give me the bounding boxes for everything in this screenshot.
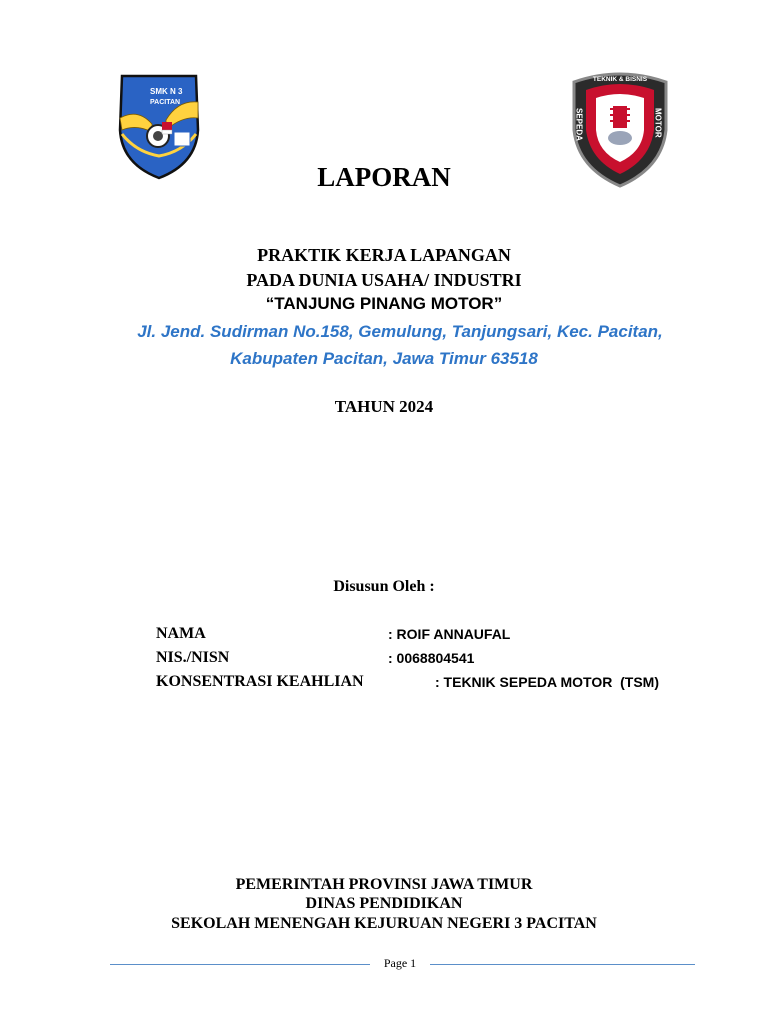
compiled-by-label: Disusun Oleh :	[333, 578, 435, 595]
subtitle-line-2: PADA DUNIA USAHA/ INDUSTRI	[246, 270, 522, 290]
footer-line-1: PEMERINTAH PROVINSI JAWA TIMUR	[235, 876, 533, 893]
nis-label: NIS./NISN	[156, 649, 230, 666]
logo-right-arc-text: TEKNIK & BISNIS	[592, 76, 648, 83]
footer-rule-right	[430, 964, 695, 965]
footer-rule-left	[110, 964, 370, 965]
footer-line-2: DINAS PENDIDIKAN	[305, 895, 463, 912]
logo-left-text-top: SMK N 3	[150, 87, 183, 96]
concentration-value: : TEKNIK SEPEDA MOTOR (TSM)	[435, 674, 659, 690]
logo-right-right-word: MOTOR	[653, 108, 663, 138]
address-line-2: Kabupaten Pacitan, Jawa Timur 63518	[230, 349, 538, 368]
page-number: Page 1	[383, 956, 417, 970]
name-label: NAMA	[156, 625, 206, 642]
name-value: : ROIF ANNAUFAL	[388, 626, 511, 642]
concentration-label: KONSENTRASI KEAHLIAN	[156, 673, 364, 690]
logo-left-text-bottom: PACITAN	[150, 99, 181, 106]
nis-value: : 0068804541	[388, 650, 475, 666]
footer-line-3: SEKOLAH MENENGAH KEJURUAN NEGERI 3 PACITAN	[171, 915, 597, 932]
subtitle-line-1: PRAKTIK KERJA LAPANGAN	[257, 245, 511, 265]
company-name: “TANJUNG PINANG MOTOR”	[265, 294, 503, 313]
document-title: LAPORAN	[317, 162, 451, 192]
logo-right-left-word: SEPEDA	[574, 108, 584, 141]
year-label: TAHUN 2024	[334, 397, 434, 416]
address-line-1: Jl. Jend. Sudirman No.158, Gemulung, Tanjungsari, Kec. Pacitan,	[137, 322, 663, 341]
